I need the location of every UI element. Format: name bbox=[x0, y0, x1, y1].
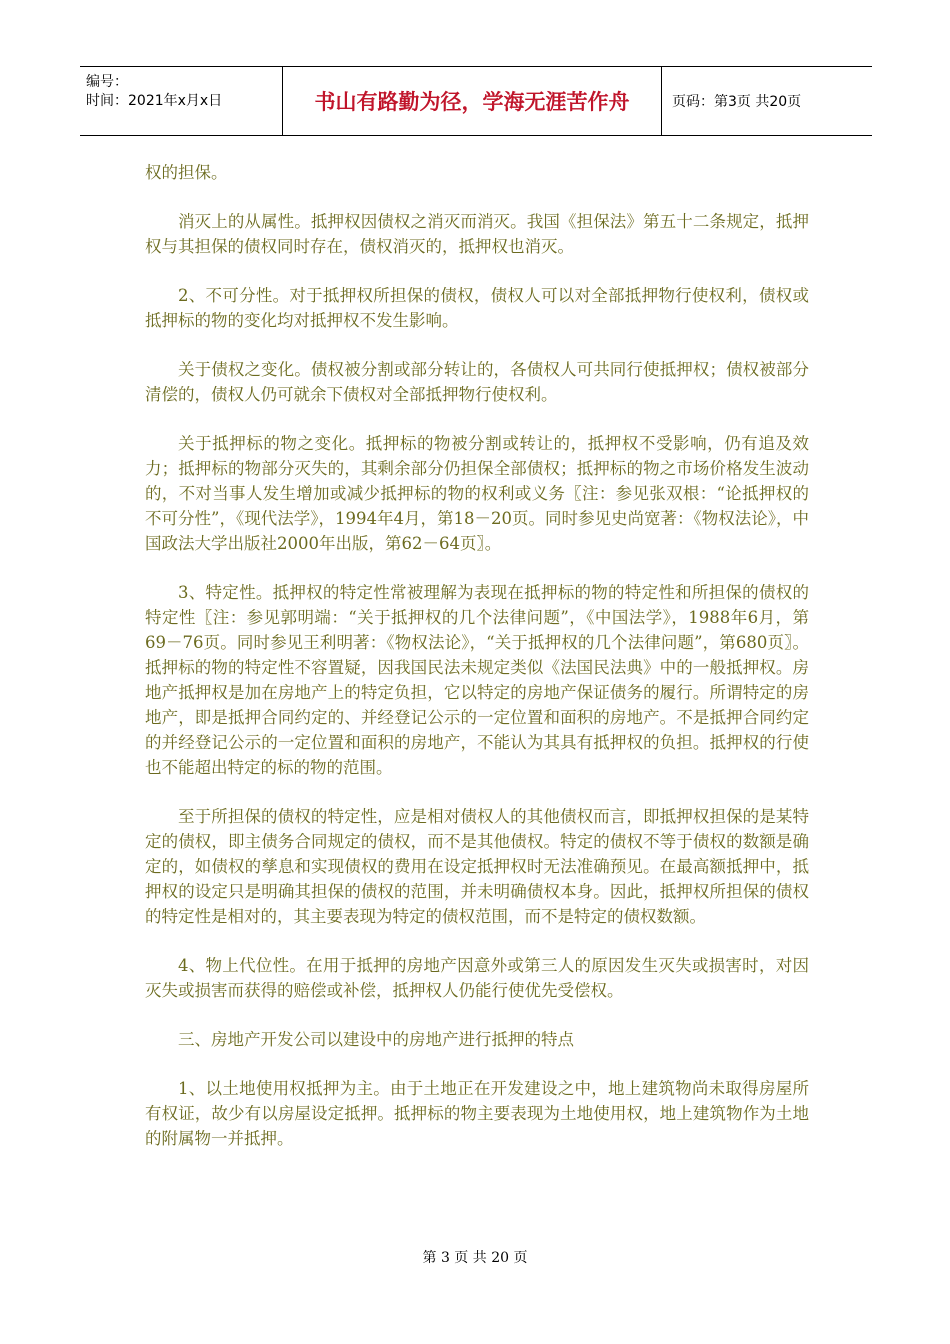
paragraph: 权的担保。 bbox=[145, 163, 228, 182]
page-header bbox=[80, 66, 872, 136]
paragraph: 关于债权之变化。债权被分割或部分转让的，各债权人可共同行使抵押权；债权被部分清偿的，债权人仍可就余下债权对全部抵押物行使权利。 bbox=[145, 360, 809, 404]
paragraph: 2、不可分性。对于抵押权所担保的债权，债权人可以对全部抵押物行使权利，债权或抵押标的物的变化均对抵押权不发生影响。 bbox=[145, 286, 809, 330]
section-heading: 三、房地产开发公司以建设中的房地产进行抵押的特点 bbox=[178, 1030, 574, 1049]
paragraph: 4、物上代位性。在用于抵押的房地产因意外或第三人的原因发生灭失或损害时，对因灭失或损害而获得的赔偿或补偿，抵押权人仍能行使优先受偿权。 bbox=[145, 956, 809, 1000]
paragraph: 关于抵押标的物之变化。抵押标的物被分割或转让的，抵押权不受影响，仍有追及效力；抵押标的物部分灭失的，其剩余部分仍担保全部债权；抵押标的物之市场价格发生波动的，不对当事人发生增加或减少抵押标的物的权利或义务〖注：参见张双根：“论抵押权的不可分性”，《现代法学》，1994年4月，第18－20页。同时参见史尚宽著：《物权法论》，中国政法大学出版社2000年出版，第62－64页〗。 bbox=[145, 434, 809, 553]
time-label: 时间：2021年x月x日 bbox=[86, 93, 223, 109]
header-info bbox=[80, 67, 282, 135]
paragraph: 至于所担保的债权的特定性，应是相对债权人的其他债权而言，即抵押权担保的是某特定的债权，即主债务合同规定的债权，而不是其他债权。特定的债权不等于债权的数额是确定的，如债权的孳息和实现债权的费用在设定抵押权时无法准确预见。在最高额抵押中，抵押权的设定只是明确其担保的债权的范围，并未明确债权本身。因此，抵押权所担保的债权的特定性是相对的，其主要表现为特定的债权范围，而不是特定的债权数额。 bbox=[145, 807, 809, 926]
document-body bbox=[145, 160, 809, 1175]
header-motto: 书山有路勤为径，学海无涯苦作舟 bbox=[282, 67, 662, 135]
header-page-label: 页码：第3页 共20页 bbox=[672, 94, 802, 110]
paragraph: 消灭上的从属性。抵押权因债权之消灭而消灭。我国《担保法》第五十二条规定，抵押权与其担保的债权同时存在，债权消灭的，抵押权也消灭。 bbox=[145, 212, 809, 256]
paragraph: 3、特定性。抵押权的特定性常被理解为表现在抵押标的物的特定性和所担保的债权的特定性〖注：参见郭明端：“关于抵押权的几个法律问题”，《中国法学》，1988年6月，第69－76页。同时参见王利明著：《物权法论》，“关于抵押权的几个法律问题”，第680页〗。抵押标的物的特定性不容置疑，因我国民法未规定类似《法国民法典》中的一般抵押权。房地产抵押权是加在房地产上的特定负担，它以特定的房地产保证债务的履行。所谓特定的房地产，即是抵押合同约定的、并经登记公示的一定位置和面积的房地产。不是抵押合同约定的并经登记公示的一定位置和面积的房地产，不能认为其具有抵押权的负担。抵押权的行使也不能超出特定的标的物的范围。 bbox=[145, 583, 809, 777]
paragraph: 1、以土地使用权抵押为主。由于土地正在开发建设之中，地上建筑物尚未取得房屋所有权证，故少有以房屋设定抵押。抵押标的物主要表现为土地使用权，地上建筑物作为土地的附属物一并抵押。 bbox=[145, 1079, 809, 1148]
page-footer: 第 3 页 共 20 页 bbox=[422, 1250, 528, 1266]
number-label: 编号： bbox=[86, 74, 128, 90]
